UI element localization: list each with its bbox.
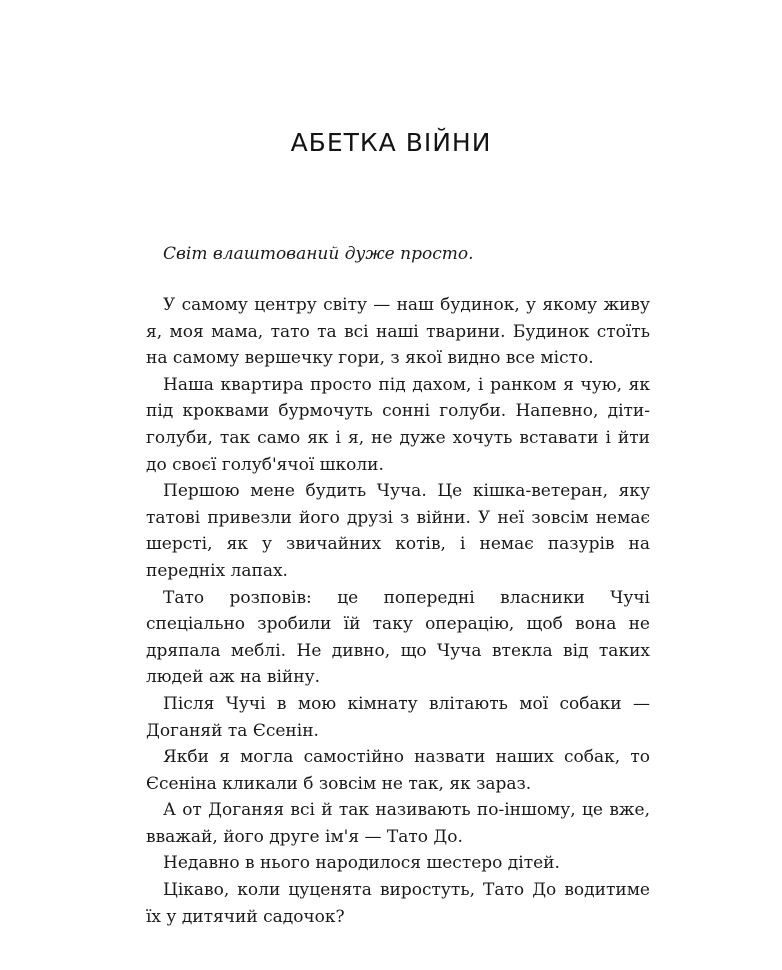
chapter-title: АБЕТКА ВІЙНИ <box>290 128 492 157</box>
paragraph-8: Недавно в нього народилося шестеро дітей. <box>163 853 560 874</box>
paragraph-5: Після Чучі в мою кімнату влітають мої собаки — Доганяй та Єсенін. <box>146 693 650 741</box>
paragraph-4: Тато розповів: це попередні власники Чучі спеціально зробили їй таку операцію, щоб вона не дряпала меблі. Не дивно, що Чуча втекла від таких людей аж на війну. <box>146 587 650 688</box>
paragraph-1: У самому центру світу — наш будинок, у якому живу я, моя мама, тато та всі наші тварини. Будинок стоїть на самому вершечку гори, з якої видно все місто. <box>146 295 650 369</box>
paragraph-2: Наша квартира просто під дахом, і ранком я чую, як під кроквами бурмочуть сонні голуби. Напевно, діти-голуби, так само як і я, не дуже хочуть вставати і йти до своєї голуб'ячої школи. <box>146 374 650 475</box>
body-text <box>146 292 650 930</box>
epigraph: Світ влаштований дуже просто. <box>163 244 474 264</box>
paragraph-7: А от Доганяя всі й так називають по-іншому, це вже, вважай, його друге ім'я — Тато До. <box>146 800 650 847</box>
paragraph-9: Цікаво, коли цуценята виростуть, Тато До водитиме їх у дитячий садочок? <box>146 880 650 927</box>
paragraph-6: Якби я могла самостійно назвати наших собак, то Єсеніна кликали б зовсім не так, як зараз. <box>146 747 650 794</box>
paragraph-3: Першою мене будить Чуча. Це кішка-ветеран, яку татові привезли його друзі з війни. У неї зовсім немає шерсті, як у звичайних котів, і немає пазурів на передніх лапах. <box>146 481 650 581</box>
